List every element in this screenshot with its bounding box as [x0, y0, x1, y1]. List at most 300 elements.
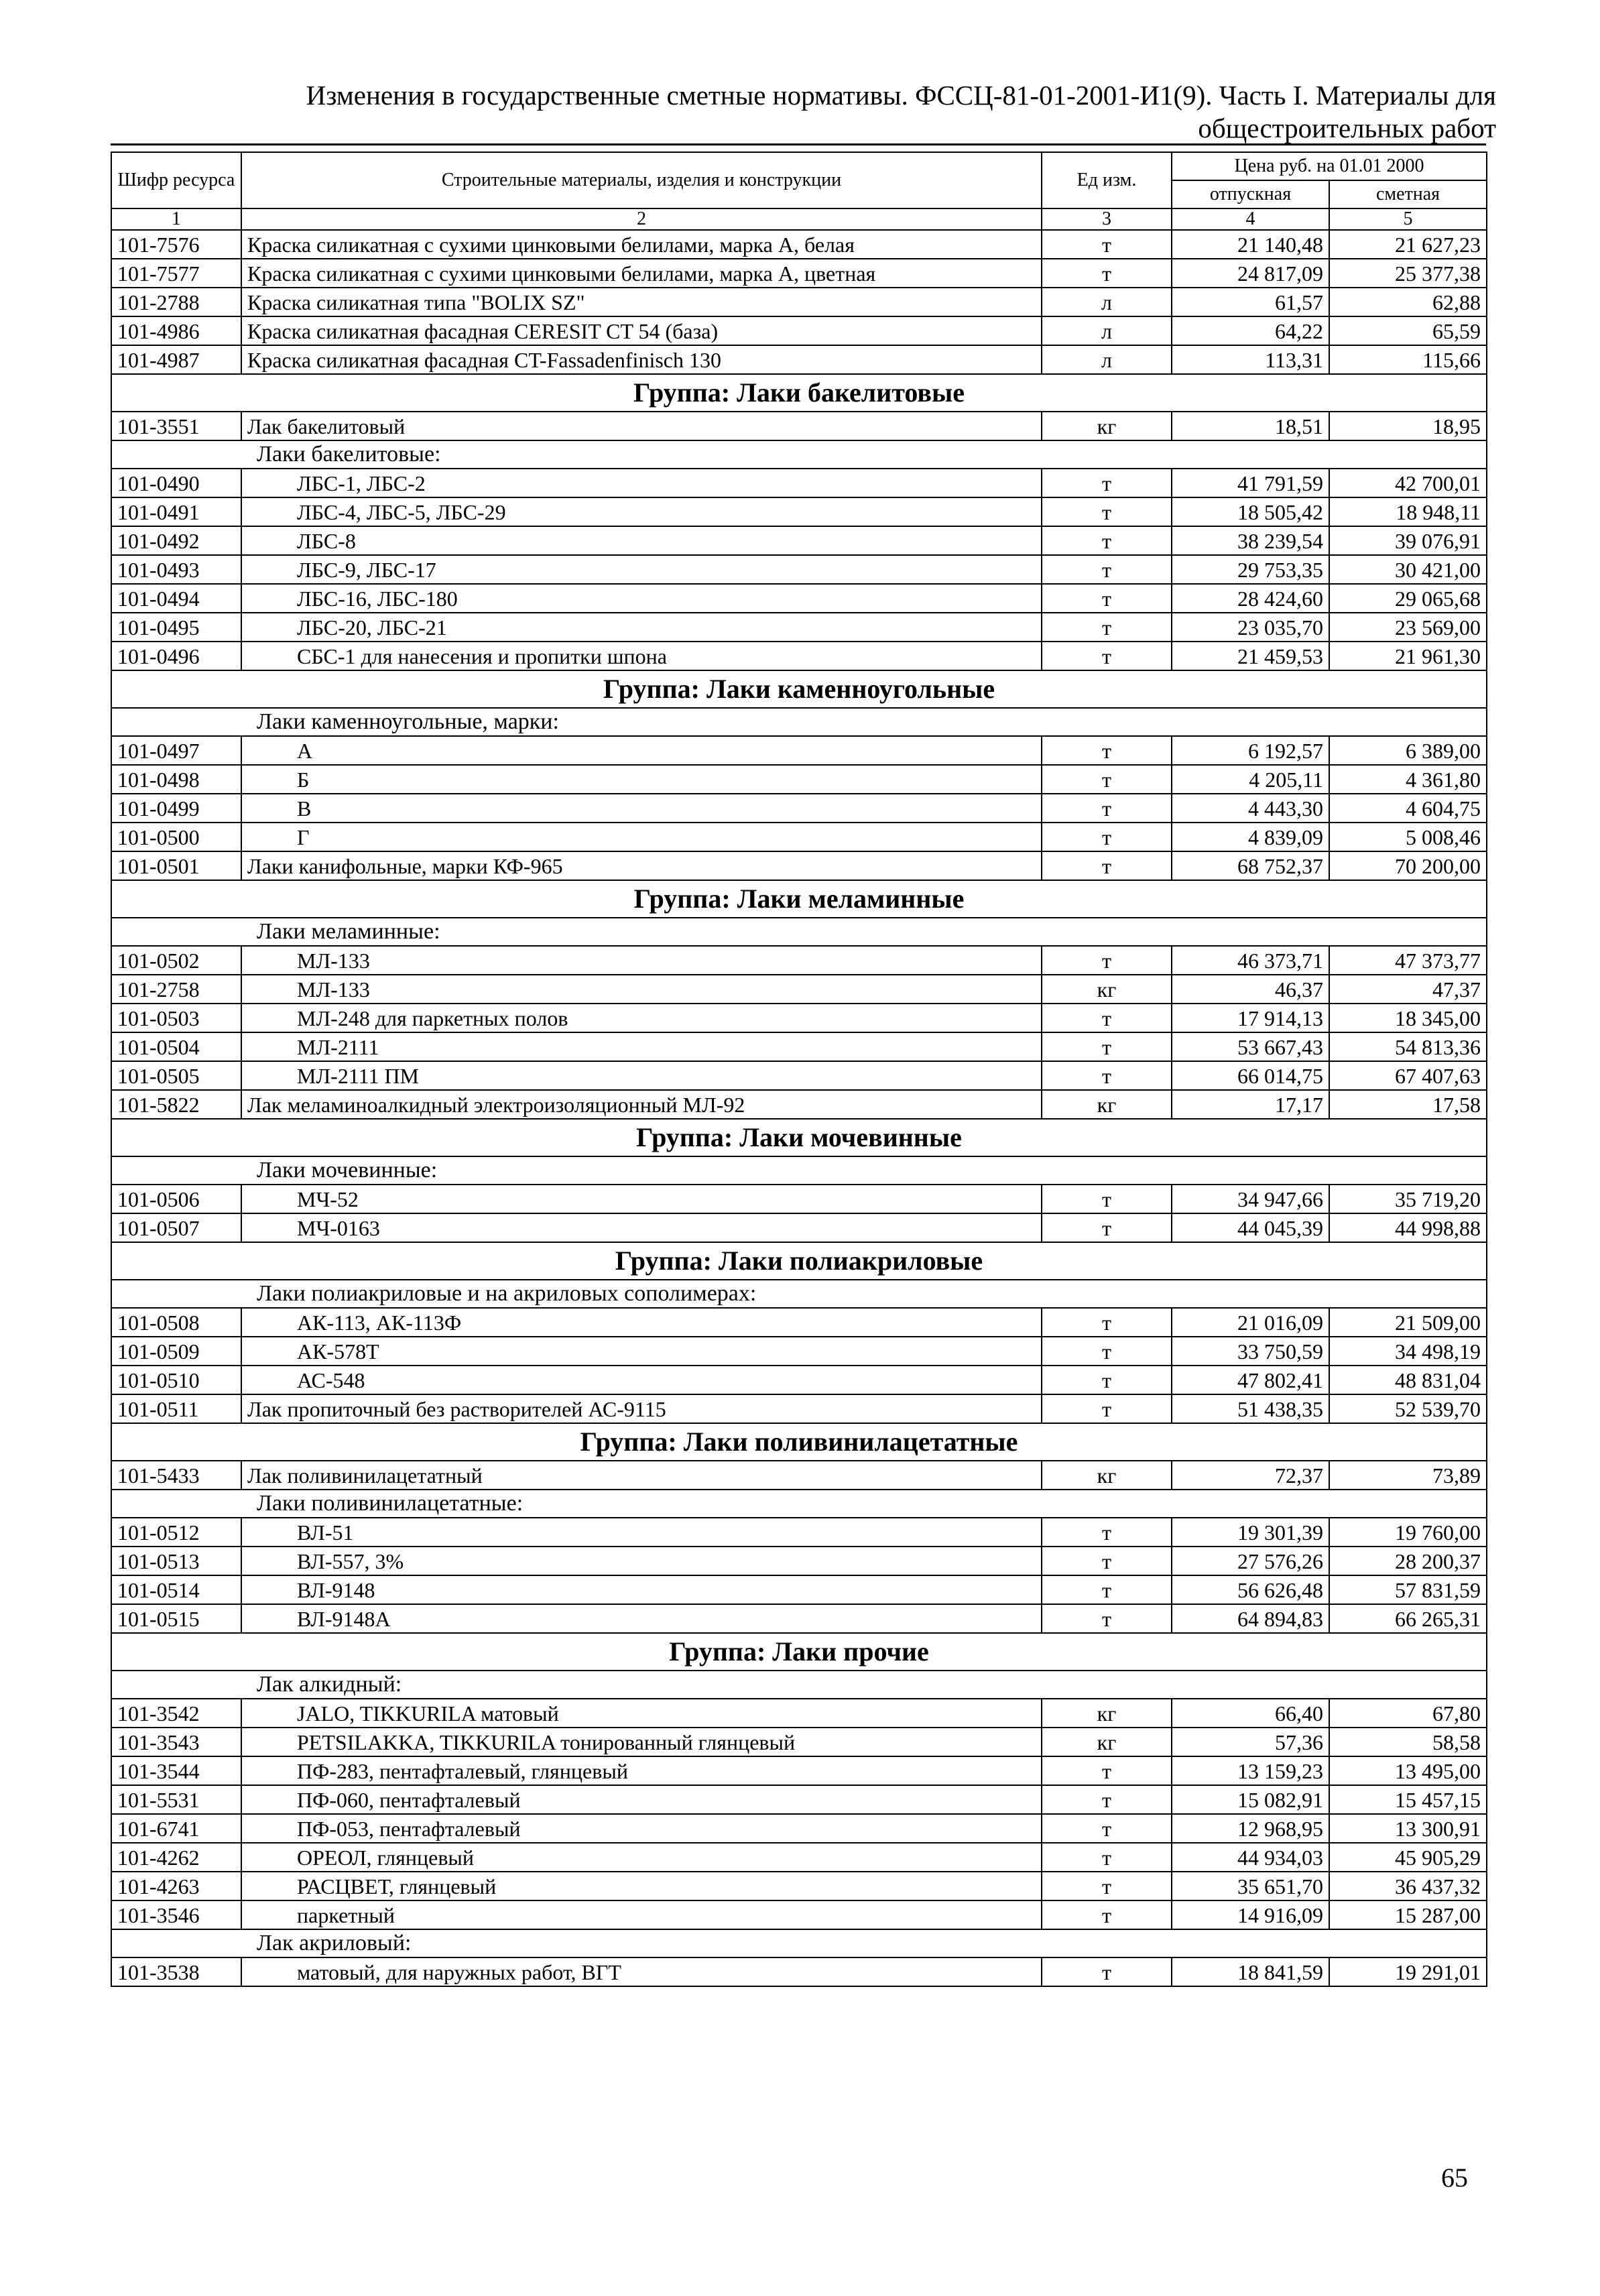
resource-code: 101-0496: [111, 642, 241, 670]
estimate-price: 4 604,75: [1329, 794, 1487, 823]
material-name: Краска силикатная с сухими цинковыми белилами, марка А, цветная: [241, 259, 1042, 288]
table-row: [111, 1728, 1487, 1756]
material-name: Краска силикатная типа "BOLIX SZ": [241, 288, 1042, 316]
group-row: [111, 880, 1487, 918]
table-row: [111, 230, 1487, 259]
material-name: Лаки канифольные, марки КФ-965: [241, 851, 1042, 880]
unit-cell: т: [1042, 497, 1172, 526]
material-name: ЛБС-9, ЛБС-17: [241, 555, 1042, 584]
group-row: [111, 1633, 1487, 1671]
group-row: [111, 1242, 1487, 1280]
release-price: 56 626,48: [1172, 1575, 1329, 1604]
table-body: [111, 230, 1487, 1986]
unit-cell: т: [1042, 823, 1172, 851]
unit-cell: кг: [1042, 975, 1172, 1004]
material-name: Лак поливинилацетатный: [241, 1461, 1042, 1490]
unit-cell: т: [1042, 642, 1172, 670]
unit-cell: т: [1042, 1957, 1172, 1986]
estimate-price: 29 065,68: [1329, 584, 1487, 613]
unit-cell: т: [1042, 1394, 1172, 1423]
unit-cell: кг: [1042, 1728, 1172, 1756]
subgroup-title: Лаки бакелитовые:: [111, 440, 1487, 469]
release-price: 64,22: [1172, 316, 1329, 345]
col-number-5: 5: [1329, 208, 1487, 230]
resource-code: 101-3551: [111, 412, 241, 440]
estimate-price: 34 498,19: [1329, 1337, 1487, 1366]
estimate-price: 19 291,01: [1329, 1957, 1487, 1986]
estimate-price: 65,59: [1329, 316, 1487, 345]
estimate-price: 25 377,38: [1329, 259, 1487, 288]
table-row: [111, 1213, 1487, 1242]
unit-cell: т: [1042, 555, 1172, 584]
table-row: [111, 412, 1487, 440]
material-name: ВЛ-51: [241, 1518, 1042, 1547]
material-name: СБС-1 для нанесения и пропитки шпона: [241, 642, 1042, 670]
page-header: [305, 79, 1496, 145]
table-row: [111, 1518, 1487, 1547]
release-price: 23 035,70: [1172, 613, 1329, 642]
resource-code: 101-0497: [111, 736, 241, 765]
col-header-unit: Ед изм.: [1042, 152, 1172, 208]
release-price: 4 443,30: [1172, 794, 1329, 823]
subgroup-row: [111, 1929, 1487, 1957]
material-name: МЛ-2111: [241, 1032, 1042, 1061]
table-row: [111, 1032, 1487, 1061]
estimate-price: 47,37: [1329, 975, 1487, 1004]
estimate-price: 21 627,23: [1329, 230, 1487, 259]
estimate-price: 21 509,00: [1329, 1308, 1487, 1337]
subgroup-row: [111, 1671, 1487, 1699]
resource-code: 101-0500: [111, 823, 241, 851]
estimate-price: 19 760,00: [1329, 1518, 1487, 1547]
estimate-price: 18 345,00: [1329, 1004, 1487, 1032]
release-price: 21 016,09: [1172, 1308, 1329, 1337]
table-row: [111, 1308, 1487, 1337]
release-price: 14 916,09: [1172, 1900, 1329, 1929]
release-price: 33 750,59: [1172, 1337, 1329, 1366]
release-price: 41 791,59: [1172, 469, 1329, 497]
release-price: 19 301,39: [1172, 1518, 1329, 1547]
resource-code: 101-3542: [111, 1699, 241, 1728]
material-name: ЛБС-4, ЛБС-5, ЛБС-29: [241, 497, 1042, 526]
unit-cell: т: [1042, 526, 1172, 555]
table-row: [111, 1090, 1487, 1119]
table-row: [111, 975, 1487, 1004]
estimate-price: 28 200,37: [1329, 1547, 1487, 1575]
unit-cell: т: [1042, 1213, 1172, 1242]
resource-code: 101-0493: [111, 555, 241, 584]
resource-code: 101-0498: [111, 765, 241, 794]
resource-code: 101-0494: [111, 584, 241, 613]
release-price: 17 914,13: [1172, 1004, 1329, 1032]
material-name: матовый, для наружных работ, ВГТ: [241, 1957, 1042, 1986]
unit-cell: кг: [1042, 1090, 1172, 1119]
subgroup-row: [111, 918, 1487, 946]
table-row: [111, 288, 1487, 316]
material-name: Краска силикатная с сухими цинковыми белилами, марка А, белая: [241, 230, 1042, 259]
table-row: [111, 497, 1487, 526]
estimate-price: 39 076,91: [1329, 526, 1487, 555]
unit-cell: л: [1042, 316, 1172, 345]
unit-cell: т: [1042, 1308, 1172, 1337]
table-row: [111, 1061, 1487, 1090]
subgroup-row: [111, 440, 1487, 469]
estimate-price: 73,89: [1329, 1461, 1487, 1490]
release-price: 38 239,54: [1172, 526, 1329, 555]
table-row: [111, 765, 1487, 794]
unit-cell: т: [1042, 1756, 1172, 1785]
table-row: [111, 1547, 1487, 1575]
material-name: Лак пропиточный без растворителей АС-9115: [241, 1394, 1042, 1423]
unit-cell: кг: [1042, 1461, 1172, 1490]
table-row: [111, 1756, 1487, 1785]
material-name: МЛ-2111 ПМ: [241, 1061, 1042, 1090]
estimate-price: 57 831,59: [1329, 1575, 1487, 1604]
unit-cell: т: [1042, 1872, 1172, 1900]
resource-code: 101-0504: [111, 1032, 241, 1061]
subgroup-row: [111, 1490, 1487, 1518]
group-title: Группа: Лаки бакелитовые: [111, 374, 1487, 412]
group-title: Группа: Лаки меламинные: [111, 880, 1487, 918]
table-row: [111, 736, 1487, 765]
table-row: [111, 642, 1487, 670]
unit-cell: т: [1042, 851, 1172, 880]
material-name: Лак меламиноалкидный электроизоляционный МЛ-92: [241, 1090, 1042, 1119]
resource-code: 101-3546: [111, 1900, 241, 1929]
unit-cell: т: [1042, 1032, 1172, 1061]
material-name: ЛБС-1, ЛБС-2: [241, 469, 1042, 497]
release-price: 72,37: [1172, 1461, 1329, 1490]
unit-cell: т: [1042, 1366, 1172, 1394]
material-name: ВЛ-9148А: [241, 1604, 1042, 1633]
table-row: [111, 526, 1487, 555]
table-row: [111, 613, 1487, 642]
estimate-price: 36 437,32: [1329, 1872, 1487, 1900]
material-name: МЧ-52: [241, 1185, 1042, 1213]
release-price: 47 802,41: [1172, 1366, 1329, 1394]
subgroup-title: Лак акриловый:: [111, 1929, 1487, 1957]
estimate-price: 54 813,36: [1329, 1032, 1487, 1061]
subgroup-row: [111, 708, 1487, 736]
estimate-price: 35 719,20: [1329, 1185, 1487, 1213]
table-row: [111, 1337, 1487, 1366]
col-header-estimate-price: сметная: [1329, 180, 1487, 208]
release-price: 27 576,26: [1172, 1547, 1329, 1575]
unit-cell: т: [1042, 1518, 1172, 1547]
resource-code: 101-0515: [111, 1604, 241, 1633]
subgroup-title: Лаки каменноугольные, марки:: [111, 708, 1487, 736]
unit-cell: кг: [1042, 412, 1172, 440]
table-row: [111, 1843, 1487, 1872]
col-header-code: Шифр ресурса: [111, 152, 241, 208]
estimate-price: 21 961,30: [1329, 642, 1487, 670]
resource-code: 101-0509: [111, 1337, 241, 1366]
release-price: 34 947,66: [1172, 1185, 1329, 1213]
table-row: [111, 1604, 1487, 1633]
resource-code: 101-0510: [111, 1366, 241, 1394]
table-row: [111, 1575, 1487, 1604]
group-row: [111, 1423, 1487, 1461]
unit-cell: л: [1042, 345, 1172, 374]
header-rule: [111, 143, 1486, 145]
table-row: [111, 259, 1487, 288]
subgroup-title: Лак алкидный:: [111, 1671, 1487, 1699]
subgroup-row: [111, 1280, 1487, 1308]
estimate-price: 18,95: [1329, 412, 1487, 440]
estimate-price: 45 905,29: [1329, 1843, 1487, 1872]
unit-cell: т: [1042, 1004, 1172, 1032]
subgroup-title: Лаки мочевинные:: [111, 1156, 1487, 1185]
table-row: [111, 469, 1487, 497]
table-row: [111, 794, 1487, 823]
subgroup-title: Лаки полиакриловые и на акриловых сополимерах:: [111, 1280, 1487, 1308]
unit-cell: т: [1042, 736, 1172, 765]
release-price: 29 753,35: [1172, 555, 1329, 584]
unit-cell: т: [1042, 1814, 1172, 1843]
resource-code: 101-0490: [111, 469, 241, 497]
release-price: 24 817,09: [1172, 259, 1329, 288]
table-row: [111, 1699, 1487, 1728]
estimate-price: 13 300,91: [1329, 1814, 1487, 1843]
unit-cell: т: [1042, 1061, 1172, 1090]
resource-code: 101-5433: [111, 1461, 241, 1490]
header-title-line2: общестроительных работ: [1198, 113, 1496, 143]
col-number-1: 1: [111, 208, 241, 230]
resource-code: 101-0506: [111, 1185, 241, 1213]
material-name: МЧ-0163: [241, 1213, 1042, 1242]
material-name: РАСЦВЕТ, глянцевый: [241, 1872, 1042, 1900]
unit-cell: т: [1042, 584, 1172, 613]
table-row: [111, 851, 1487, 880]
material-name: Лак бакелитовый: [241, 412, 1042, 440]
resource-code: 101-4987: [111, 345, 241, 374]
release-price: 18 841,59: [1172, 1957, 1329, 1986]
material-name: ЛБС-20, ЛБС-21: [241, 613, 1042, 642]
group-row: [111, 1119, 1487, 1156]
release-price: 13 159,23: [1172, 1756, 1329, 1785]
resource-code: 101-4262: [111, 1843, 241, 1872]
estimate-price: 4 361,80: [1329, 765, 1487, 794]
unit-cell: т: [1042, 1575, 1172, 1604]
release-price: 18,51: [1172, 412, 1329, 440]
estimate-price: 5 008,46: [1329, 823, 1487, 851]
estimate-price: 52 539,70: [1329, 1394, 1487, 1423]
group-title: Группа: Лаки мочевинные: [111, 1119, 1487, 1156]
resource-code: 101-7577: [111, 259, 241, 288]
release-price: 68 752,37: [1172, 851, 1329, 880]
material-name: паркетный: [241, 1900, 1042, 1929]
resource-code: 101-5531: [111, 1785, 241, 1814]
material-name: Краска силикатная фасадная CERESIT CT 54 (база): [241, 316, 1042, 345]
estimate-price: 42 700,01: [1329, 469, 1487, 497]
table-row: [111, 1394, 1487, 1423]
resource-code: 101-0505: [111, 1061, 241, 1090]
material-name: ПФ-283, пентафталевый, глянцевый: [241, 1756, 1042, 1785]
material-name: АС-548: [241, 1366, 1042, 1394]
estimate-price: 62,88: [1329, 288, 1487, 316]
page-number: 65: [1441, 2163, 1468, 2193]
release-price: 66 014,75: [1172, 1061, 1329, 1090]
estimate-price: 67,80: [1329, 1699, 1487, 1728]
estimate-price: 6 389,00: [1329, 736, 1487, 765]
table-row: [111, 1461, 1487, 1490]
material-name: МЛ-133: [241, 946, 1042, 975]
table-row: [111, 1785, 1487, 1814]
table-row: [111, 584, 1487, 613]
unit-cell: т: [1042, 259, 1172, 288]
release-price: 61,57: [1172, 288, 1329, 316]
col-header-name: Строительные материалы, изделия и конструкции: [241, 152, 1042, 208]
material-name: ВЛ-9148: [241, 1575, 1042, 1604]
material-name: А: [241, 736, 1042, 765]
price-table: [111, 152, 1487, 1987]
table-row: [111, 1814, 1487, 1843]
release-price: 15 082,91: [1172, 1785, 1329, 1814]
material-name: Б: [241, 765, 1042, 794]
material-name: ПФ-053, пентафталевый: [241, 1814, 1042, 1843]
resource-code: 101-0491: [111, 497, 241, 526]
unit-cell: т: [1042, 1185, 1172, 1213]
table-row: [111, 1872, 1487, 1900]
estimate-price: 44 998,88: [1329, 1213, 1487, 1242]
estimate-price: 70 200,00: [1329, 851, 1487, 880]
release-price: 64 894,83: [1172, 1604, 1329, 1633]
release-price: 66,40: [1172, 1699, 1329, 1728]
resource-code: 101-3538: [111, 1957, 241, 1986]
subgroup-row: [111, 1156, 1487, 1185]
release-price: 4 205,11: [1172, 765, 1329, 794]
resource-code: 101-5822: [111, 1090, 241, 1119]
unit-cell: т: [1042, 1604, 1172, 1633]
unit-cell: т: [1042, 1843, 1172, 1872]
unit-cell: кг: [1042, 1699, 1172, 1728]
unit-cell: т: [1042, 1337, 1172, 1366]
group-row: [111, 670, 1487, 708]
table-row: [111, 345, 1487, 374]
release-price: 44 934,03: [1172, 1843, 1329, 1872]
group-title: Группа: Лаки полиакриловые: [111, 1242, 1487, 1280]
material-name: ПФ-060, пентафталевый: [241, 1785, 1042, 1814]
estimate-price: 47 373,77: [1329, 946, 1487, 975]
table-row: [111, 1366, 1487, 1394]
resource-code: 101-7576: [111, 230, 241, 259]
release-price: 17,17: [1172, 1090, 1329, 1119]
material-name: ОРЕОЛ, глянцевый: [241, 1843, 1042, 1872]
resource-code: 101-0503: [111, 1004, 241, 1032]
material-name: ЛБС-16, ЛБС-180: [241, 584, 1042, 613]
col-header-price: Цена руб. на 01.01 2000: [1172, 152, 1487, 180]
material-name: JALO, TIKKURILA матовый: [241, 1699, 1042, 1728]
unit-cell: т: [1042, 230, 1172, 259]
resource-code: 101-6741: [111, 1814, 241, 1843]
estimate-price: 30 421,00: [1329, 555, 1487, 584]
group-title: Группа: Лаки поливинилацетатные: [111, 1423, 1487, 1461]
resource-code: 101-0511: [111, 1394, 241, 1423]
table-row: [111, 1957, 1487, 1986]
estimate-price: 48 831,04: [1329, 1366, 1487, 1394]
unit-cell: т: [1042, 946, 1172, 975]
estimate-price: 66 265,31: [1329, 1604, 1487, 1633]
material-name: МЛ-133: [241, 975, 1042, 1004]
table-row: [111, 316, 1487, 345]
estimate-price: 23 569,00: [1329, 613, 1487, 642]
table-row: [111, 946, 1487, 975]
unit-cell: т: [1042, 1900, 1172, 1929]
col-number-4: 4: [1172, 208, 1329, 230]
release-price: 113,31: [1172, 345, 1329, 374]
release-price: 28 424,60: [1172, 584, 1329, 613]
table-row: [111, 1004, 1487, 1032]
unit-cell: т: [1042, 794, 1172, 823]
resource-code: 101-0501: [111, 851, 241, 880]
estimate-price: 18 948,11: [1329, 497, 1487, 526]
estimate-price: 15 457,15: [1329, 1785, 1487, 1814]
release-price: 53 667,43: [1172, 1032, 1329, 1061]
group-row: [111, 374, 1487, 412]
unit-cell: т: [1042, 765, 1172, 794]
resource-code: 101-0502: [111, 946, 241, 975]
resource-code: 101-0513: [111, 1547, 241, 1575]
resource-code: 101-0499: [111, 794, 241, 823]
release-price: 6 192,57: [1172, 736, 1329, 765]
resource-code: 101-0492: [111, 526, 241, 555]
col-number-3: 3: [1042, 208, 1172, 230]
material-name: В: [241, 794, 1042, 823]
resource-code: 101-3543: [111, 1728, 241, 1756]
material-name: АК-578Т: [241, 1337, 1042, 1366]
release-price: 12 968,95: [1172, 1814, 1329, 1843]
resource-code: 101-0507: [111, 1213, 241, 1242]
release-price: 21 140,48: [1172, 230, 1329, 259]
material-name: Краска силикатная фасадная CT-Fassadenfinisch 130: [241, 345, 1042, 374]
unit-cell: л: [1042, 288, 1172, 316]
estimate-price: 67 407,63: [1329, 1061, 1487, 1090]
estimate-price: 115,66: [1329, 345, 1487, 374]
table-row: [111, 1185, 1487, 1213]
material-name: Г: [241, 823, 1042, 851]
release-price: 18 505,42: [1172, 497, 1329, 526]
estimate-price: 17,58: [1329, 1090, 1487, 1119]
unit-cell: т: [1042, 469, 1172, 497]
material-name: АК-113, АК-113Ф: [241, 1308, 1042, 1337]
unit-cell: т: [1042, 1785, 1172, 1814]
group-title: Группа: Лаки каменноугольные: [111, 670, 1487, 708]
release-price: 57,36: [1172, 1728, 1329, 1756]
estimate-price: 15 287,00: [1329, 1900, 1487, 1929]
release-price: 35 651,70: [1172, 1872, 1329, 1900]
release-price: 51 438,35: [1172, 1394, 1329, 1423]
material-name: ВЛ-557, 3%: [241, 1547, 1042, 1575]
release-price: 21 459,53: [1172, 642, 1329, 670]
resource-code: 101-0495: [111, 613, 241, 642]
release-price: 4 839,09: [1172, 823, 1329, 851]
subgroup-title: Лаки меламинные:: [111, 918, 1487, 946]
table-row: [111, 823, 1487, 851]
release-price: 46 373,71: [1172, 946, 1329, 975]
release-price: 46,37: [1172, 975, 1329, 1004]
resource-code: 101-0508: [111, 1308, 241, 1337]
estimate-price: 13 495,00: [1329, 1756, 1487, 1785]
header-title-line1: Изменения в государственные сметные нормативы. ФССЦ-81-01-2001-И1(9). Часть I. Материалы для: [306, 80, 1496, 111]
unit-cell: т: [1042, 613, 1172, 642]
material-name: ЛБС-8: [241, 526, 1042, 555]
resource-code: 101-0514: [111, 1575, 241, 1604]
table-row: [111, 555, 1487, 584]
material-name: PETSILAKKA, TIKKURILA тонированный глянцевый: [241, 1728, 1042, 1756]
col-number-2: 2: [241, 208, 1042, 230]
release-price: 44 045,39: [1172, 1213, 1329, 1242]
resource-code: 101-4263: [111, 1872, 241, 1900]
